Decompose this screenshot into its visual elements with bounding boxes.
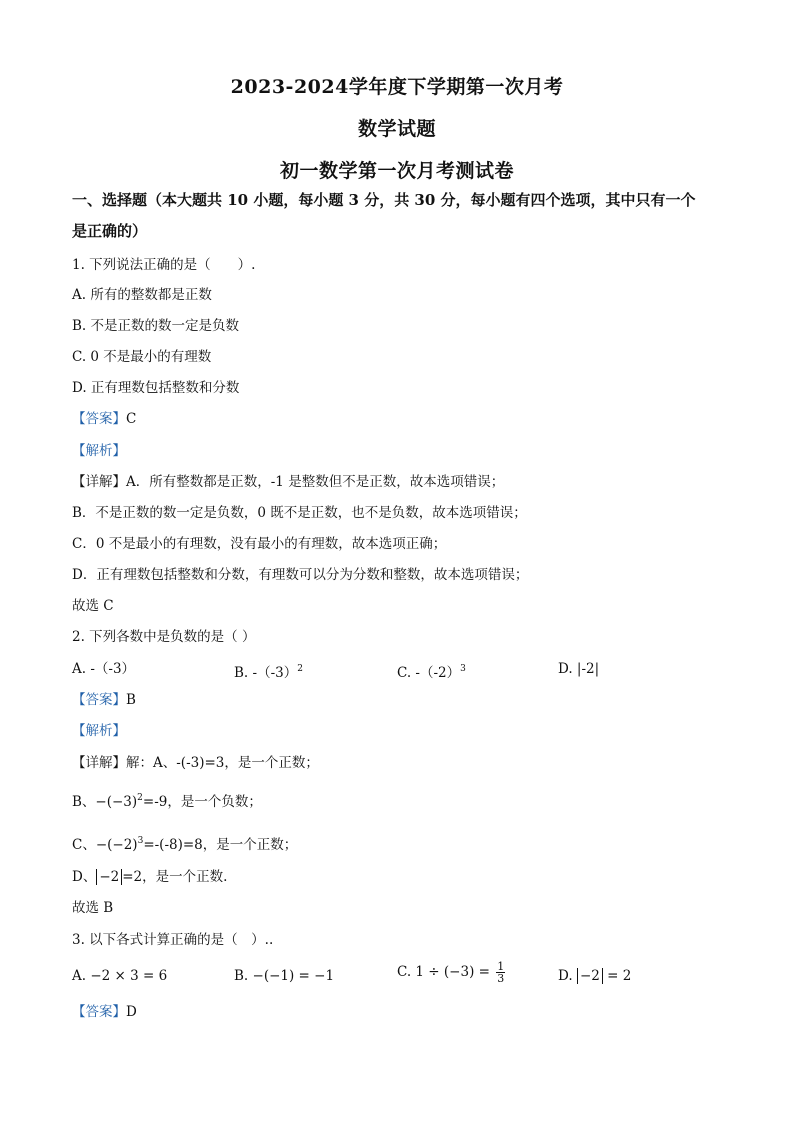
answer-tag: 【答案】 [72, 1004, 126, 1020]
q2-option-c-exponent: 3 [460, 664, 466, 674]
q2-option-a: A. -（-3） [72, 661, 136, 677]
q2-detail-c-text: =-(-8)=8，是一个正数； [143, 837, 298, 853]
q2-option-c-base: C. -（-2） [397, 665, 461, 681]
q3-answer-value: D [126, 1004, 137, 1020]
q1-answer [72, 410, 136, 428]
q2-detail-a [72, 754, 319, 772]
q3-answer [72, 1003, 137, 1021]
answer-tag: 【答案】 [72, 411, 126, 427]
q2-detail-b-text: =-9，是一个负数； [142, 794, 262, 810]
q3-option-d [558, 967, 631, 985]
q2-detail-d-text: =2，是一个正数. [122, 869, 228, 885]
q1-option-d: D. 正有理数包括整数和分数 [72, 380, 240, 396]
q3-option-d-prefix: D. [558, 968, 577, 984]
q2-option-b-base: B. -（-3） [234, 665, 298, 681]
answer-tag: 【答案】 [72, 692, 126, 708]
q2-detail-b-expr: B、−(−3) [72, 794, 138, 810]
section-heading-line1: 一、选择题（本大题共 10 小题，每小题 3 分，共 30 分，每小题有四个选项，其中只有一个 [72, 191, 696, 209]
q1-detail-d: D．正有理数包括整数和分数，有理数可以分为分数和整数，故本选项错误； [72, 567, 529, 583]
q2-detail-c-expr: C、−(−2) [72, 837, 138, 853]
q2-stem: 2. 下列各数中是负数的是（ ） [72, 629, 256, 645]
q1-option-b: B. 不是正数的数一定是负数 [72, 318, 240, 334]
paper-title: 初一数学第一次月考测试卷 [279, 160, 514, 182]
q2-detail-c [72, 832, 297, 854]
q3-stem: 3. 以下各式计算正确的是（ ）.. [72, 932, 274, 948]
q1-analysis-tag: 【解析】 [72, 443, 126, 459]
q3-option-c-expr: C. 1 ÷ (−3) = [397, 964, 495, 980]
q2-conclusion: 故选 B [72, 900, 114, 916]
q3-option-b: B. −(−1) = −1 [234, 968, 335, 984]
q1-conclusion: 故选 C [72, 598, 114, 614]
subject-title: 数学试题 [357, 118, 436, 140]
q3-option-d-result: = 2 [602, 968, 632, 984]
section-heading-line2: 是正确的） [72, 222, 148, 240]
q2-detail-c-exponent: 3 [137, 836, 144, 846]
q1-detail-c: C．0 不是最小的有理数，没有最小的有理数，故本选项正确； [72, 536, 447, 552]
q1-answer-value: C [126, 411, 137, 427]
q3-option-c [397, 961, 505, 984]
q2-analysis-tag: 【解析】 [72, 723, 126, 739]
q2-detail-d-prefix: D、 [72, 869, 97, 885]
q2-option-b-exponent: 2 [297, 664, 303, 674]
q1-option-a: A. 所有的整数都是正数 [72, 287, 212, 303]
q2-detail-d-abs: −2 [96, 869, 122, 885]
q2-detail-b-exponent: 2 [137, 793, 143, 803]
q3-option-c-fraction [496, 961, 505, 984]
detail-tag: 【详解】 [72, 474, 126, 490]
detail-tag: 【详解】 [72, 755, 126, 771]
q2-detail-b [72, 789, 262, 811]
q1-detail-a-text: A．所有整数都是正数，-1 是整数但不是正数，故本选项错误； [126, 474, 505, 490]
q2-option-b [234, 660, 303, 682]
q2-option-c [397, 660, 466, 682]
q1-detail-b: B．不是正数的数一定是负数，0 既不是正数，也不是负数，故本选项错误； [72, 505, 527, 521]
q2-answer-value: B [126, 692, 136, 708]
q1-detail-a [72, 473, 504, 491]
q2-detail-a-text: 解：A、-(-3)=3，是一个正数； [126, 755, 319, 771]
q3-option-d-abs: −2 [577, 968, 603, 984]
q2-detail-d [72, 868, 227, 886]
q1-stem: 1. 下列说法正确的是（ ）. [72, 257, 256, 273]
fraction-numerator: 1 [497, 960, 505, 973]
q1-option-c: C. 0 不是最小的有理数 [72, 349, 212, 365]
q3-option-a: A. −2 × 3 = 6 [72, 968, 168, 984]
exam-title: 2023-2024学年度下学期第一次月考 [230, 76, 564, 98]
fraction-denominator: 3 [497, 972, 505, 985]
q2-option-d: D. |-2| [558, 661, 600, 677]
q2-answer [72, 691, 136, 709]
